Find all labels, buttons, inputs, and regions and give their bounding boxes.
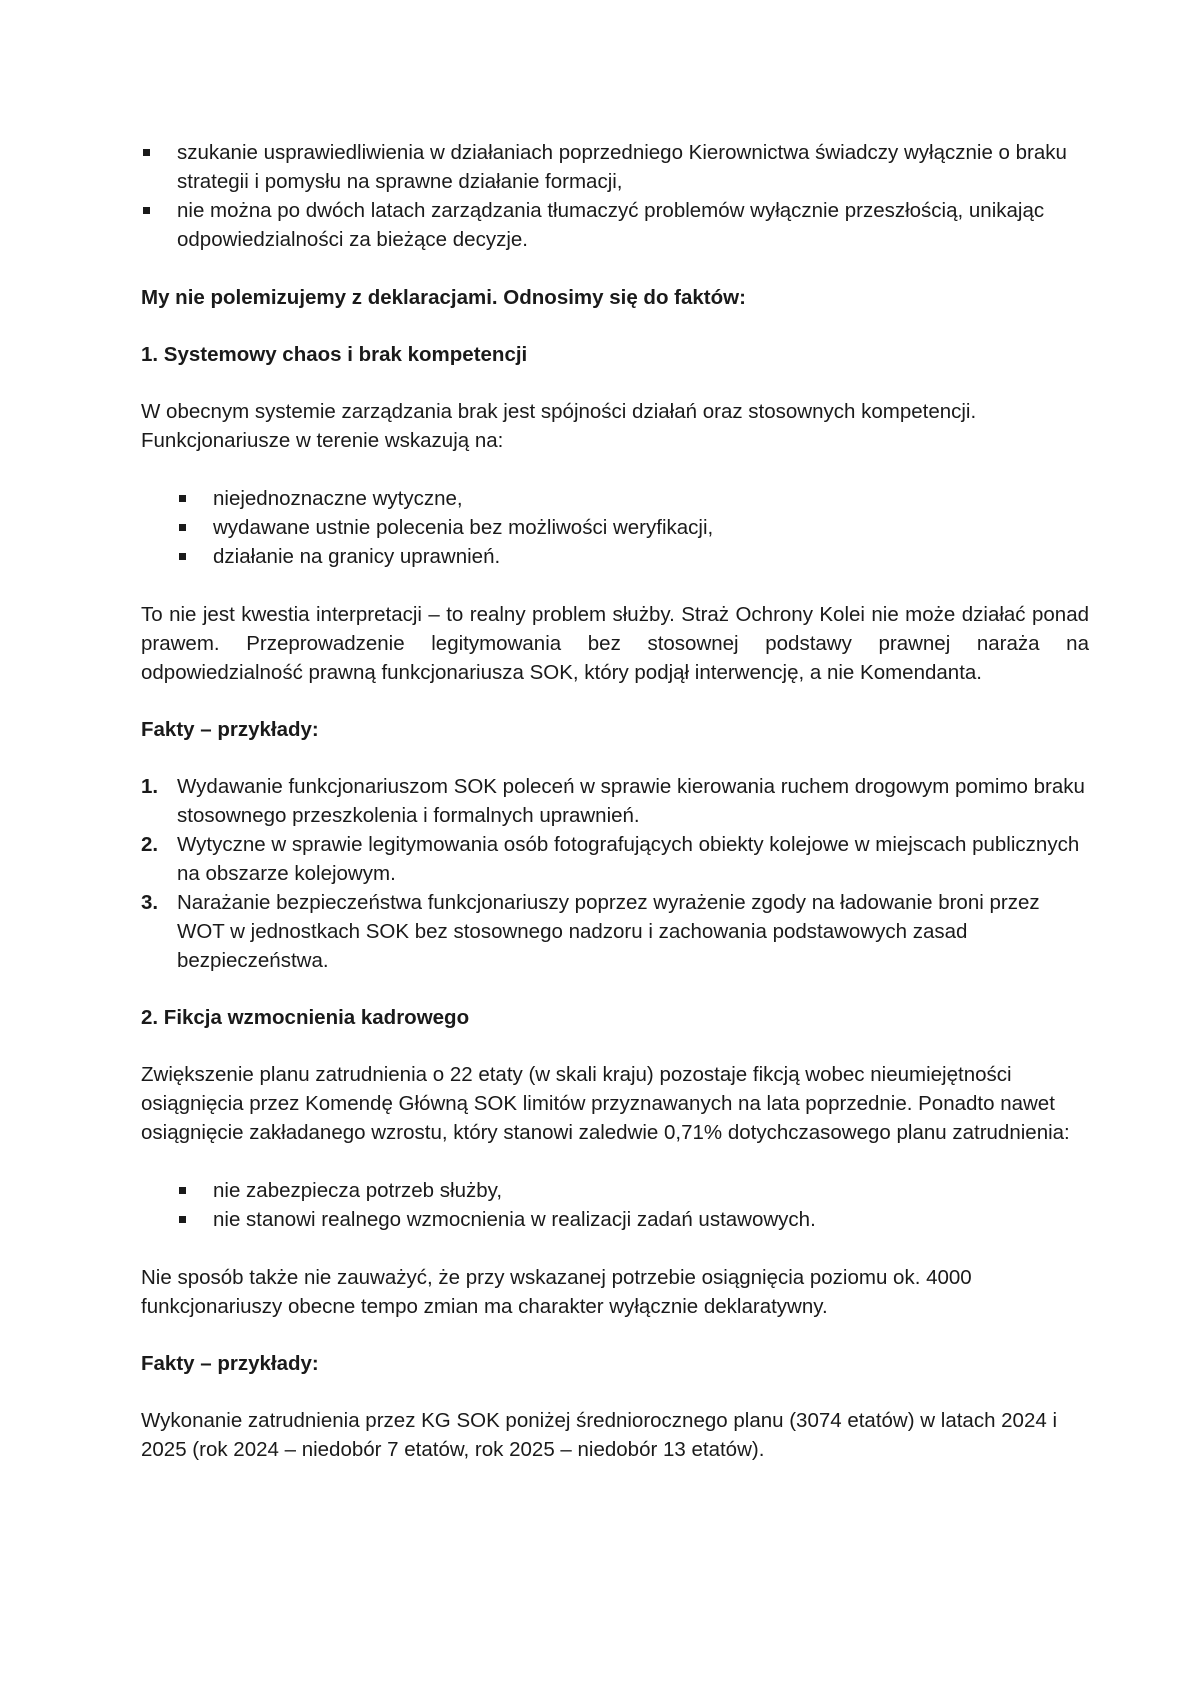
list-item-text: Wydawanie funkcjonariuszom SOK poleceń w sprawie kierowania ruchem drogowym pomimo braku stosownego przeszkolenia i formalnych uprawnień. — [177, 775, 1085, 827]
document-page — [141, 138, 1089, 1464]
square-bullet-icon — [179, 1187, 186, 1194]
list-item-text: nie stanowi realnego wzmocnienia w realizacji zadań ustawowych. — [213, 1208, 816, 1231]
statement: My nie polemizujemy z deklaracjami. Odnosimy się do faktów: — [141, 286, 746, 309]
square-bullet-icon — [179, 553, 186, 560]
section1-heading: 1. Systemowy chaos i brak kompetencji — [141, 343, 528, 366]
square-bullet-icon — [179, 1216, 186, 1223]
section1-facts-heading: Fakty – przykłady: — [141, 718, 319, 741]
section2-paragraph: Zwiększenie planu zatrudnienia o 22 etaty (w skali kraju) pozostaje fikcją wobec nieumiejętności osiągnięcia przez Komendę Główną SOK limitów przyznawanych na lata poprzednie. Ponadto nawet osiągnięcie zakładanego wzrostu, który stanowi zaledwie 0,71% dotychczasowego planu zatrudnienia: — [141, 1063, 1070, 1144]
square-bullet-icon — [143, 149, 150, 156]
list-item — [141, 484, 1089, 513]
list-item — [141, 830, 1089, 888]
section2-facts-paragraph: Wykonanie zatrudnienia przez KG SOK poniżej średniorocznego planu (3074 etatów) w latach 2024 i 2025 (rok 2024 – niedobór 7 etatów, rok 2025 – niedobór 13 etatów). — [141, 1409, 1058, 1461]
list-item — [141, 1205, 1089, 1234]
list-item-text: działanie na granicy uprawnień. — [213, 545, 501, 568]
list-item — [141, 513, 1089, 542]
list-item — [141, 542, 1089, 571]
section2-heading: 2. Fikcja wzmocnienia kadrowego — [141, 1006, 470, 1029]
list-item — [141, 138, 1089, 196]
list-item-text: Narażanie bezpieczeństwa funkcjonariuszy poprzez wyrażenie zgody na ładowanie broni przez WOT w jednostkach SOK bez stosownego nadzoru i zachowania podstawowych zasad bezpieczeństwa. — [177, 891, 1040, 972]
list-item — [141, 1176, 1089, 1205]
section2-bullet-list — [141, 1176, 1089, 1234]
list-number: 2. — [141, 833, 159, 856]
square-bullet-icon — [143, 207, 150, 214]
intro-bullet-list — [141, 138, 1089, 254]
square-bullet-icon — [179, 495, 186, 502]
list-item — [141, 772, 1089, 830]
section2-facts-heading: Fakty – przykłady: — [141, 1352, 319, 1375]
list-item-text: nie zabezpiecza potrzeb służby, — [213, 1179, 503, 1202]
list-item — [141, 888, 1089, 975]
section2-paragraph-2: Nie sposób także nie zauważyć, że przy wskazanej potrzebie osiągnięcia poziomu ok. 4000 funkcjonariuszy obecne tempo zmian ma charakter wyłącznie deklaratywny. — [141, 1266, 972, 1318]
square-bullet-icon — [179, 524, 186, 531]
list-item-text: szukanie usprawiedliwienia w działaniach poprzedniego Kierownictwa świadczy wyłącznie o braku strategii i pomysłu na sprawne działanie formacji, — [177, 141, 1067, 193]
section1-paragraph: W obecnym systemie zarządzania brak jest spójności działań oraz stosownych kompetencji. Funkcjonariusze w terenie wskazują na: — [141, 400, 977, 452]
list-item-text: Wytyczne w sprawie legitymowania osób fotografujących obiekty kolejowe w miejscach publicznych na obszarze kolejowym. — [177, 833, 1080, 885]
list-item — [141, 196, 1089, 254]
section1-facts-list — [141, 772, 1089, 975]
list-number: 3. — [141, 891, 159, 914]
list-number: 1. — [141, 775, 159, 798]
section1-paragraph-2: To nie jest kwestia interpretacji – to realny problem służby. Straż Ochrony Kolei nie może działać ponad prawem. Przeprowadzenie legitymowania bez stosownej podstawy prawnej naraża na odpowiedzialność prawną funkcjonariusza SOK, który podjął interwencję, a nie Komendanta. — [141, 603, 1089, 684]
list-item-text: wydawane ustnie polecenia bez możliwości weryfikacji, — [213, 516, 714, 539]
list-item-text: niejednoznaczne wytyczne, — [213, 487, 463, 510]
list-item-text: nie można po dwóch latach zarządzania tłumaczyć problemów wyłącznie przeszłością, unikając odpowiedzialności za bieżące decyzje. — [177, 199, 1045, 251]
section1-bullet-list — [141, 484, 1089, 571]
